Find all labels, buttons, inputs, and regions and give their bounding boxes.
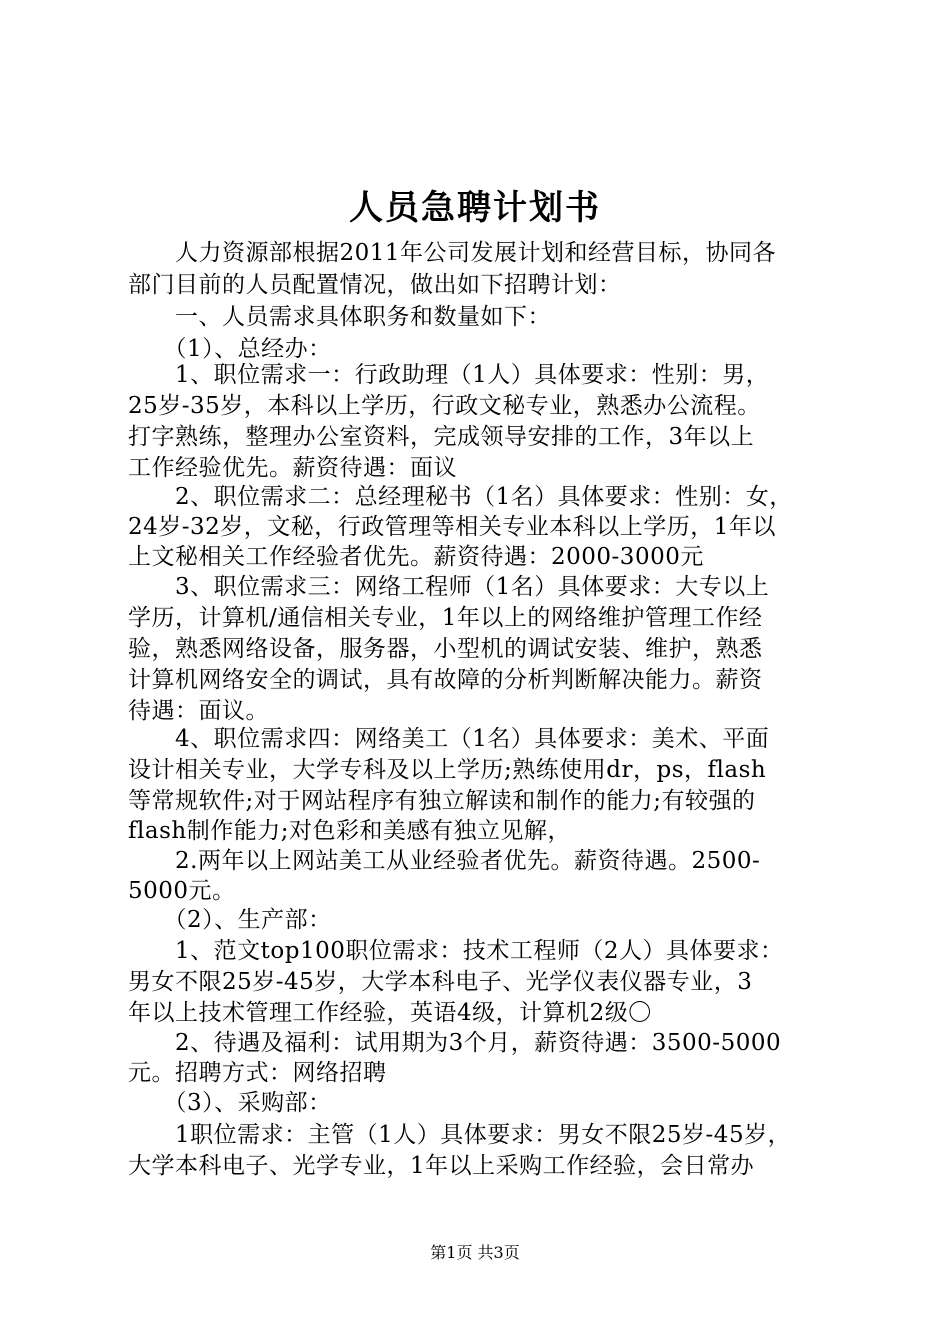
body-line: 1职位需求：主管（1人）具体要求：男女不限25岁-45岁， bbox=[128, 1122, 792, 1148]
body-line: 一、人员需求具体职务和数量如下： bbox=[128, 304, 551, 330]
body-line: 等常规软件;对于网站程序有独立解读和制作的能力;有较强的 bbox=[128, 788, 756, 814]
body-line: （3）、采购部： bbox=[128, 1090, 332, 1116]
body-line: 2、职位需求二：总经理秘书（1名）具体要求：性别：女， bbox=[128, 484, 793, 510]
body-line: 大学本科电子、光学专业，1年以上采购工作经验，会日常办 bbox=[128, 1153, 755, 1179]
body-line: 待遇：面议。 bbox=[128, 698, 269, 724]
body-line: 3、职位需求三：网络工程师（1名）具体要求：大专以上 bbox=[128, 574, 770, 600]
body-line: flash制作能力;对色彩和美感有独立见解， bbox=[128, 818, 571, 844]
body-line: 1、范文top100职位需求：技术工程师（2人）具体要求： bbox=[128, 938, 784, 964]
body-line: 24岁-32岁，文秘，行政管理等相关专业本科以上学历，1年以 bbox=[128, 514, 776, 540]
body-line: 打字熟练，整理办公室资料，完成领导安排的工作，3年以上 bbox=[128, 424, 755, 450]
body-line: 上文秘相关工作经验者优先。薪资待遇：2000-3000元 bbox=[128, 544, 704, 570]
page-footer: 第1页 共3页 bbox=[430, 1243, 520, 1262]
body-line: （1）、总经办： bbox=[128, 336, 332, 362]
body-line: 工作经验优先。薪资待遇：面议 bbox=[128, 455, 457, 481]
body-line: 元。招聘方式：网络招聘 bbox=[128, 1060, 387, 1086]
body-line: （2）、生产部： bbox=[128, 907, 332, 933]
body-line: 年以上技术管理工作经验，英语4级，计算机2级〇 bbox=[128, 1000, 652, 1026]
body-line: 25岁-35岁，本科以上学历，行政文秘专业，熟悉办公流程。 bbox=[128, 393, 761, 419]
body-line: 2.两年以上网站美工从业经验者优先。薪资待遇。2500- bbox=[128, 848, 761, 874]
body-line: 设计相关专业，大学专科及以上学历;熟练使用dr，ps，flash bbox=[128, 757, 767, 783]
body-line: 人力资源部根据2011年公司发展计划和经营目标，协同各 bbox=[128, 240, 777, 266]
body-line: 计算机网络安全的调试，具有故障的分析判断解决能力。薪资 bbox=[128, 667, 763, 693]
body-line: 部门目前的人员配置情况，做出如下招聘计划： bbox=[128, 272, 622, 298]
body-line: 男女不限25岁-45岁，大学本科电子、光学仪表仪器专业，3 bbox=[128, 969, 753, 995]
body-line: 1、职位需求一：行政助理（1人）具体要求：性别：男， bbox=[128, 362, 770, 388]
body-line: 验，熟悉网络设备，服务器，小型机的调试安装、维护，熟悉 bbox=[128, 636, 763, 662]
body-line: 2、待遇及福利：试用期为3个月，薪资待遇：3500-5000 bbox=[128, 1030, 782, 1056]
body-line: 学历，计算机/通信相关专业，1年以上的网络维护管理工作经 bbox=[128, 605, 763, 631]
document-title: 人员急聘计划书 bbox=[349, 188, 601, 228]
body-line: 5000元。 bbox=[128, 878, 236, 904]
body-line: 4、职位需求四：网络美工（1名）具体要求：美术、平面 bbox=[128, 726, 770, 752]
